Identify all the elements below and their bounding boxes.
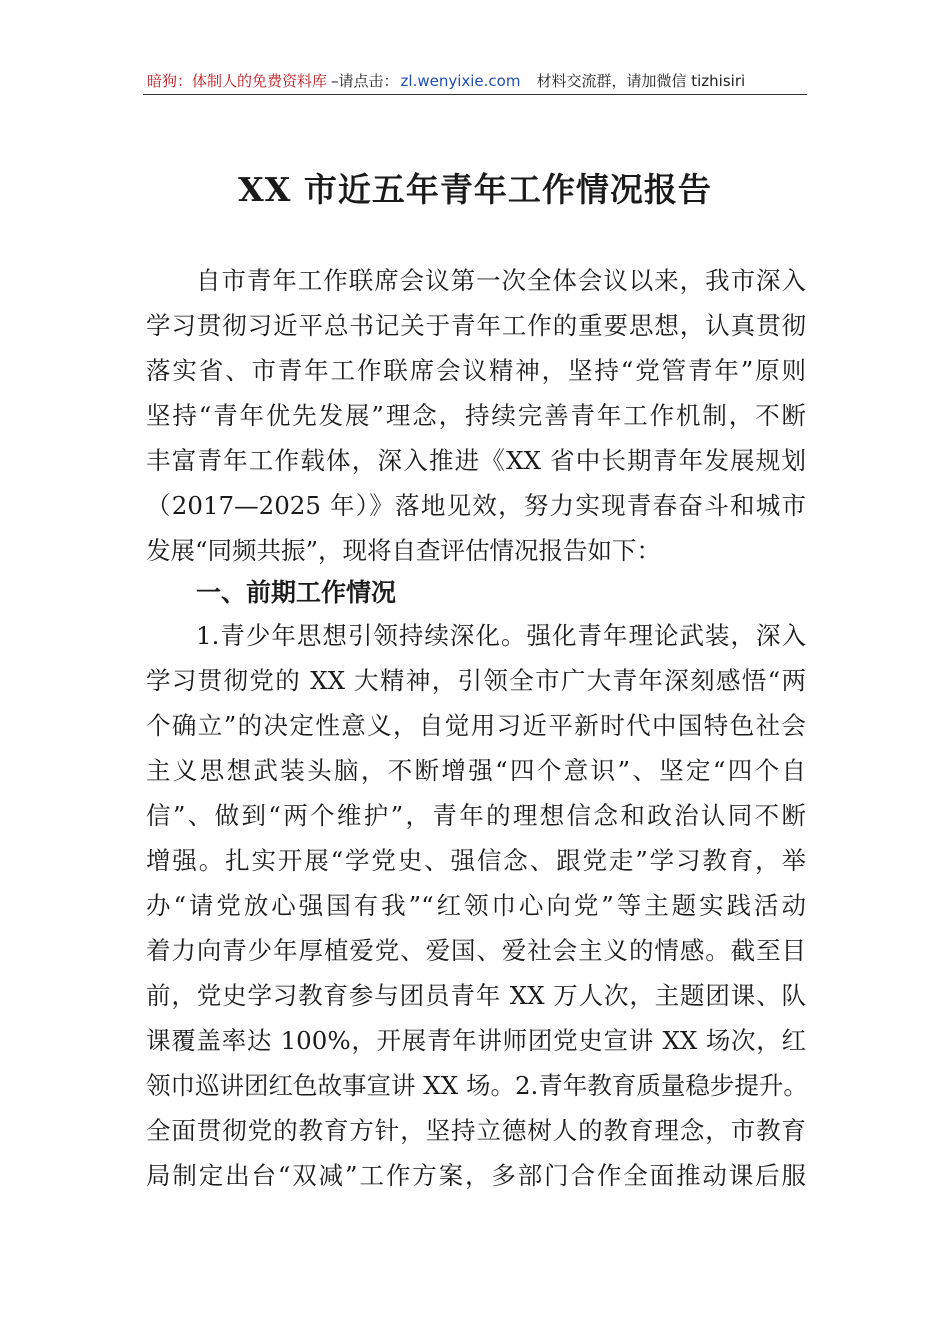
text-line: 落实省、市青年工作联席会议精神，坚持“党管青年”原则 xyxy=(146,356,806,385)
text-line: 着力向青少年厚植爱党、爱国、爱社会主义的情感。截至目 xyxy=(146,936,806,965)
text-line: 增强。扎实开展“学党史、强信念、跟党走”学习教育，举 xyxy=(146,846,806,875)
text-line: 课覆盖率达 100%，开展青年讲师团党史宣讲 XX 场次，红 xyxy=(146,1026,806,1055)
text-line: 办“请党放心强国有我”“红领巾心向党”等主题实践活动 xyxy=(146,891,806,920)
text-line: 领巾巡讲团红色故事宣讲 XX 场。2.青年教育质量稳步提升。 xyxy=(146,1071,808,1100)
banner-wechat-note: 材料交流群，请加微信 tizhisiri xyxy=(536,72,746,90)
text-line: 全面贯彻党的教育方针，坚持立德树人的教育理念，市教育 xyxy=(146,1116,806,1145)
text-line: 1.青少年思想引领持续深化。强化青年理论武装，深入 xyxy=(196,621,806,650)
text-line: 自市青年工作联席会议第一次全体会议以来，我市深入 xyxy=(196,266,806,295)
banner-click-prompt: –请点击： xyxy=(331,72,399,90)
text-line: 个确立”的决定性意义，自觉用习近平新时代中国特色社会 xyxy=(146,711,806,740)
text-line: 丰富青年工作载体，深入推进《XX 省中长期青年发展规划 xyxy=(146,446,806,475)
text-line: 信”、做到“两个维护”，青年的理想信念和政治认同不断 xyxy=(146,801,806,830)
header-banner xyxy=(143,68,807,95)
section-heading: 一、前期工作情况 xyxy=(196,578,397,607)
text-line: 学习贯彻党的 XX 大精神，引领全市广大青年深刻感悟“两 xyxy=(146,666,806,695)
text-line: （2017—2025 年）》落地见效，努力实现青春奋斗和城市 xyxy=(146,491,806,520)
text-line: 坚持“青年优先发展”理念，持续完善青年工作机制，不断 xyxy=(146,401,806,430)
document-title: XX 市近五年青年工作情况报告 xyxy=(238,170,712,209)
text-line: 局制定出台“双减”工作方案，多部门合作全面推动课后服 xyxy=(146,1161,806,1190)
text-line: 主义思想武装头脑，不断增强“四个意识”、坚定“四个自 xyxy=(146,756,806,785)
banner-ad-title: 暗狗：体制人的免费资料库 xyxy=(147,72,328,90)
text-line: 发展“同频共振”，现将自查评估情况报告如下： xyxy=(146,536,662,565)
text-line: 前，党史学习教育参与团员青年 XX 万人次，主题团课、队 xyxy=(146,981,806,1010)
text-line: 学习贯彻习近平总书记关于青年工作的重要思想，认真贯彻 xyxy=(146,311,806,340)
banner-url-link[interactable]: zl.wenyixie.com xyxy=(400,72,521,90)
